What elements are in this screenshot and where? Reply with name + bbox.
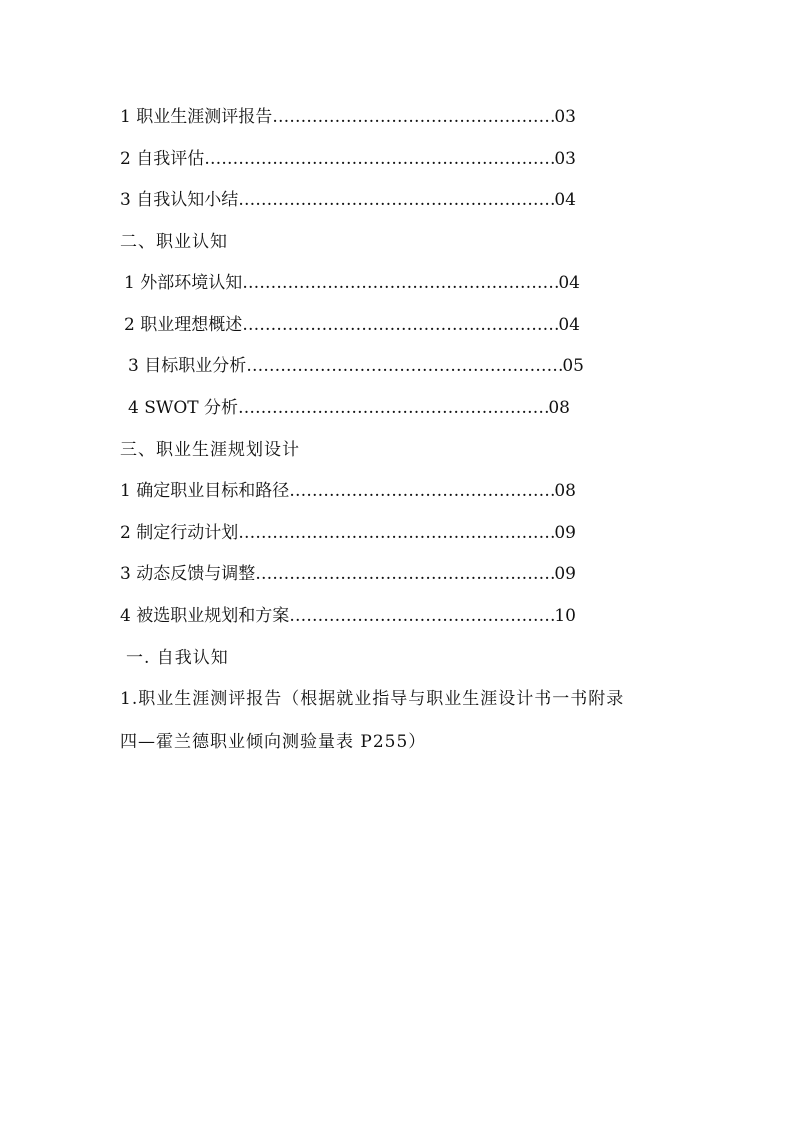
- toc-dot-leader: [238, 397, 548, 419]
- toc-page-number: 10: [554, 606, 576, 626]
- toc-dot-leader: [246, 355, 562, 377]
- toc-page-number: 03: [554, 149, 576, 169]
- toc-entry: [124, 314, 580, 336]
- toc-page-number: 09: [554, 564, 576, 584]
- toc-entry: [120, 189, 576, 211]
- toc-entry-label: 2 制定行动计划: [120, 523, 239, 543]
- toc-entry: [120, 106, 576, 128]
- toc-entry-label: 4 被选职业规划和方案: [120, 606, 290, 626]
- body-paragraph-line: 1.职业生涯测评报告（根据就业指导与职业生涯设计书一书附录: [120, 689, 625, 709]
- toc-entry: [120, 522, 576, 544]
- toc-section-heading: 三、职业生涯规划设计: [120, 440, 300, 460]
- toc-dot-leader: [238, 189, 554, 211]
- toc-dot-leader: [289, 480, 554, 502]
- toc-dot-leader: [204, 148, 554, 170]
- toc-entry-label: 3 自我认知小结: [120, 190, 239, 210]
- toc-dot-leader: [238, 522, 554, 544]
- toc-section-heading: 二、职业认知: [120, 232, 228, 252]
- toc-dot-leader: [289, 605, 554, 627]
- toc-entry: [124, 272, 580, 294]
- toc-entry: [128, 397, 570, 419]
- toc-entry-label: 3 目标职业分析: [128, 356, 247, 376]
- toc-page-number: 03: [554, 107, 576, 127]
- toc-entry-label: 1 外部环境认知: [124, 273, 243, 293]
- body-section-heading: 一. 自我认知: [126, 648, 229, 668]
- toc-page-number: 04: [558, 315, 580, 335]
- toc-page-number: 04: [558, 273, 580, 293]
- body-paragraph-line: 四—霍兰德职业倾向测验量表 P255）: [120, 732, 427, 752]
- toc-entry-label: 2 职业理想概述: [124, 315, 243, 335]
- toc-page-number: 04: [554, 190, 576, 210]
- toc-entry-label: 4 SWOT 分析: [128, 398, 239, 418]
- toc-entry-label: 3 动态反馈与调整: [120, 564, 256, 584]
- toc-dot-leader: [255, 563, 554, 585]
- toc-dot-leader: [242, 314, 558, 336]
- toc-entry-label: 2 自我评估: [120, 149, 205, 169]
- toc-entry-label: 1 职业生涯测评报告: [120, 107, 273, 127]
- toc-page-number: 05: [562, 356, 584, 376]
- toc-entry: [120, 605, 576, 627]
- toc-dot-leader: [242, 272, 558, 294]
- toc-page-number: 09: [554, 523, 576, 543]
- toc-entry: [120, 480, 576, 502]
- toc-entry: [128, 355, 584, 377]
- toc-page-number: 08: [548, 398, 570, 418]
- toc-dot-leader: [272, 106, 554, 128]
- toc-entry-label: 1 确定职业目标和路径: [120, 481, 290, 501]
- toc-entry: [120, 563, 576, 585]
- toc-entry: [120, 148, 576, 170]
- toc-page-number: 08: [554, 481, 576, 501]
